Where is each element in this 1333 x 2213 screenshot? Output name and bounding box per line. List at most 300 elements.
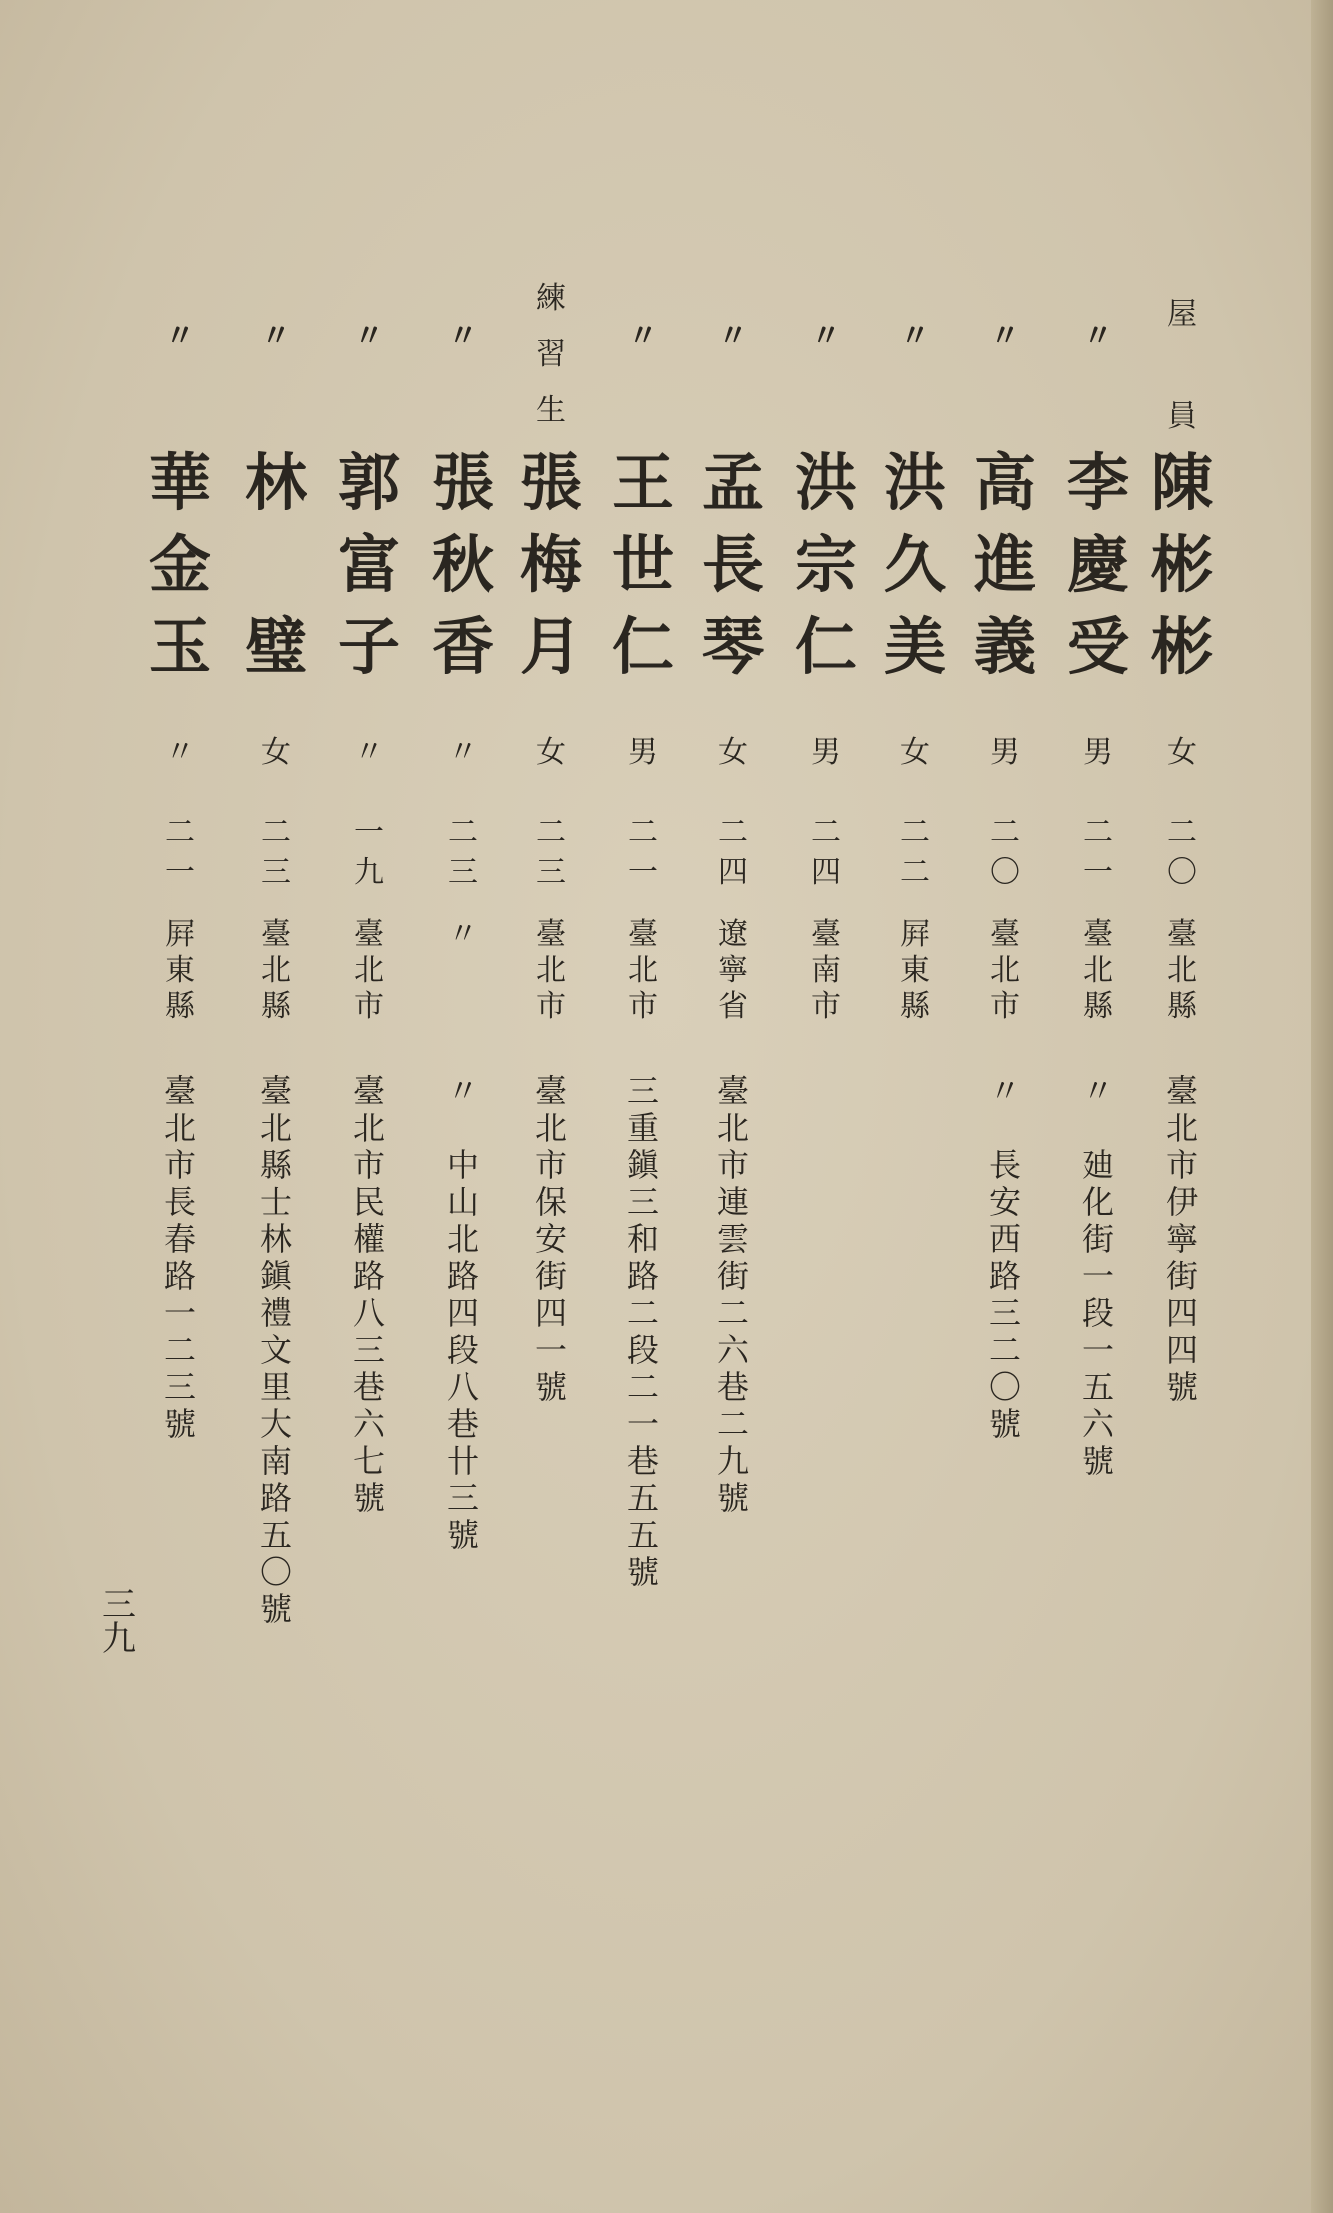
entry-name-char: 世 <box>611 528 674 601</box>
entry-age <box>160 815 200 898</box>
entry-name-char: 華 <box>148 446 211 519</box>
entry-origin-char: 市 <box>811 989 841 1024</box>
entry-address-char: 一 <box>163 1294 196 1332</box>
entry-address-char: 八 <box>352 1294 385 1332</box>
entry-sex-char: 女 <box>900 735 930 770</box>
entry-name-char: 陳 <box>1150 446 1213 519</box>
entry-address-char: 中 <box>446 1146 479 1184</box>
entry-name-char: 梅 <box>519 528 582 601</box>
entry-address-char: 巷 <box>352 1368 385 1406</box>
entry-age-char: 〇 <box>1167 855 1197 890</box>
entry-name-char <box>245 534 307 616</box>
entry-age-char: 一 <box>165 855 195 890</box>
entry-address-char: 鎭 <box>626 1146 659 1184</box>
page-edge <box>1311 0 1333 2213</box>
entry-origin-char: 市 <box>536 989 566 1024</box>
entry-role <box>531 281 571 452</box>
entry-origin-char: 南 <box>811 953 841 988</box>
entry-origin <box>806 917 846 1028</box>
entry-origin-char: 臺 <box>536 917 566 952</box>
entry-age-char: 三 <box>261 855 291 890</box>
entry-address <box>441 1072 485 1556</box>
entry-origin-char: 臺 <box>1083 917 1113 952</box>
entry-origin <box>256 917 296 1028</box>
entry-origin <box>160 917 200 1028</box>
entry-address-char: 街 <box>716 1257 749 1295</box>
entry-role-char: 〃 <box>448 319 478 354</box>
entry-origin-char: 縣 <box>900 989 930 1024</box>
entry-address-char: 北 <box>163 1109 196 1147</box>
entry-sex <box>1078 735 1118 778</box>
entry-sex <box>160 735 200 778</box>
entry-age <box>713 815 753 898</box>
entry-age-char: 二 <box>261 815 291 850</box>
entry-address-char: 一 <box>534 1331 567 1369</box>
entry-name-char: 孟 <box>701 446 764 519</box>
entry-age-char: 二 <box>811 815 841 850</box>
entry-name-char: 高 <box>973 446 1036 519</box>
entry-sex <box>806 735 846 778</box>
entry-address-char: 路 <box>259 1479 292 1517</box>
entry-address-char: 文 <box>259 1331 292 1369</box>
entry-role-char: 練 <box>536 281 566 316</box>
entry-origin-char: 縣 <box>261 989 291 1024</box>
entry-origin-char: 縣 <box>165 989 195 1024</box>
entry-origin-char: 北 <box>628 953 658 988</box>
entry-address-char: 南 <box>259 1442 292 1480</box>
entry-name <box>145 446 215 698</box>
entry-origin-char: 臺 <box>628 917 658 952</box>
entry-role-char: 生 <box>536 393 566 428</box>
entry-address-char: 縣 <box>259 1146 292 1184</box>
entry-address-char <box>989 1112 1021 1149</box>
entry-origin-char: 屛 <box>165 917 195 952</box>
entry-sex <box>623 735 663 778</box>
entry-address-char: 林 <box>259 1220 292 1258</box>
entry-name-char: 久 <box>883 528 946 601</box>
entry-address-char: 路 <box>446 1257 479 1295</box>
entry-address-char: 北 <box>716 1109 749 1147</box>
entry-address-char: 雲 <box>716 1220 749 1258</box>
entry-name-char: 王 <box>611 446 674 519</box>
entry-age-char: 三 <box>448 855 478 890</box>
entry-address-char: 段 <box>626 1331 659 1369</box>
entry-address-char: 號 <box>534 1368 567 1406</box>
entry-address-char: 街 <box>1081 1220 1114 1258</box>
entry-age-char: 九 <box>354 855 384 890</box>
entry-address-char: 號 <box>716 1479 749 1517</box>
entry-origin <box>349 917 389 1028</box>
entry-name-char: 李 <box>1066 446 1129 519</box>
entry-address-char: 臺 <box>534 1072 567 1110</box>
entry-address-char: 連 <box>716 1183 749 1221</box>
entry-age-char: 二 <box>990 815 1020 850</box>
entry-age-char: 二 <box>165 815 195 850</box>
entry-name-char: 金 <box>148 528 211 601</box>
entry-address-char: 號 <box>1165 1368 1198 1406</box>
entry-address-char: 臺 <box>1165 1072 1198 1110</box>
entry-origin-char: 市 <box>990 989 1020 1024</box>
entry-age-char: 四 <box>811 855 841 890</box>
entry-address-char: 西 <box>988 1220 1021 1258</box>
entry-origin-char: 臺 <box>1167 917 1197 952</box>
entry-origin-char: 臺 <box>261 917 291 952</box>
entry-address-char: 臺 <box>259 1072 292 1110</box>
entry-address-char: 三 <box>626 1072 659 1110</box>
page-number-text: 三九 <box>95 1586 136 1654</box>
entry-address <box>347 1072 391 1519</box>
entry-address-char: 號 <box>259 1590 292 1628</box>
entry-sex-char: 〃 <box>165 735 195 770</box>
entry-address <box>711 1072 755 1519</box>
entry-address-char: 民 <box>352 1183 385 1221</box>
entry-address <box>529 1072 573 1408</box>
entry-address-char: 化 <box>1081 1183 1114 1221</box>
entry-name-char: 琴 <box>701 610 764 683</box>
entry-name <box>1147 446 1217 698</box>
entry-address-char: 五 <box>626 1479 659 1517</box>
entry-name-char: 洪 <box>794 446 857 519</box>
entry-sex-char: 〃 <box>448 735 478 770</box>
entry-sex <box>531 735 571 778</box>
entry-address-char: 二 <box>988 1331 1021 1369</box>
entry-address-char: 四 <box>534 1294 567 1332</box>
entry-address-char: 五 <box>1081 1368 1114 1406</box>
entry-address-char: 士 <box>259 1183 292 1221</box>
entry-origin-char: 北 <box>354 953 384 988</box>
entry-address-char: 二 <box>716 1405 749 1443</box>
entry-name-char: 月 <box>519 610 582 683</box>
entry-name-char: 林 <box>244 446 307 519</box>
entry-name-char: 彬 <box>1150 610 1213 683</box>
entry-address-char: 重 <box>626 1109 659 1147</box>
entry-name <box>241 446 311 698</box>
entry-role-char: 〃 <box>354 319 384 354</box>
entry-age-char: 三 <box>536 855 566 890</box>
entry-address-char: 四 <box>1165 1331 1198 1369</box>
entry-name <box>698 446 768 698</box>
entry-sex-char: 男 <box>628 735 658 770</box>
entry-origin-char: 〃 <box>448 917 478 952</box>
entry-origin <box>713 917 753 1028</box>
entry-address-char: 巷 <box>446 1405 479 1443</box>
entry-age <box>443 815 483 898</box>
entry-name-char: 子 <box>337 610 400 683</box>
entry-name-char: 郭 <box>337 446 400 519</box>
entry-origin-char: 縣 <box>1167 989 1197 1024</box>
entry-address-char: 九 <box>716 1442 749 1480</box>
entry-address-char: 街 <box>534 1257 567 1295</box>
entry-address-char: 市 <box>163 1146 196 1184</box>
entry-address-char <box>1082 1112 1114 1149</box>
entry-address-char: 三 <box>626 1183 659 1221</box>
entry-address <box>254 1072 298 1630</box>
entry-name-char: 義 <box>973 610 1036 683</box>
entry-address-char: 〃 <box>988 1072 1021 1110</box>
entry-address-char: 號 <box>626 1553 659 1591</box>
entry-sex <box>443 735 483 778</box>
entry-address-char: 廸 <box>1081 1146 1114 1184</box>
entry-origin-char: 北 <box>990 953 1020 988</box>
entry-role <box>1078 319 1118 362</box>
entry-address-char: 號 <box>352 1479 385 1517</box>
entry-name-char: 彬 <box>1150 528 1213 601</box>
entry-address-char: 春 <box>163 1220 196 1258</box>
entry-age <box>806 815 846 898</box>
entry-sex <box>1162 735 1202 778</box>
entry-sex-char: 男 <box>811 735 841 770</box>
entry-address <box>1160 1072 1204 1408</box>
entry-age-char: 二 <box>900 815 930 850</box>
entry-role-char: 〃 <box>900 319 930 354</box>
entry-sex-char: 女 <box>718 735 748 770</box>
entry-address-char: 二 <box>716 1294 749 1332</box>
entry-origin-char: 北 <box>1167 953 1197 988</box>
entry-origin <box>623 917 663 1028</box>
entry-sex-char: 女 <box>1167 735 1197 770</box>
entry-address-char: 二 <box>626 1368 659 1406</box>
entry-age <box>623 815 663 898</box>
entry-name <box>334 446 404 698</box>
entry-origin-char: 市 <box>354 989 384 1024</box>
entry-age-char: 一 <box>1083 855 1113 890</box>
entry-name-char: 玉 <box>148 610 211 683</box>
entry-age <box>1078 815 1118 898</box>
entry-address-char: 巷 <box>626 1442 659 1480</box>
entry-origin <box>1078 917 1118 1028</box>
entry-age-char: 二 <box>1083 815 1113 850</box>
entry-address-char: 和 <box>626 1220 659 1258</box>
entry-name-char: 仁 <box>611 610 674 683</box>
entry-role-char: 〃 <box>990 319 1020 354</box>
entry-role-char: 屋 <box>1167 297 1197 332</box>
entry-address-char: 三 <box>352 1331 385 1369</box>
entry-origin-char: 市 <box>628 989 658 1024</box>
entry-address-char <box>447 1112 479 1149</box>
entry-address-char: 號 <box>163 1405 196 1443</box>
entry-address-char: 長 <box>988 1146 1021 1184</box>
entry-address-char: 市 <box>534 1146 567 1184</box>
entry-age-char: 四 <box>718 855 748 890</box>
entry-age-char: 二 <box>1167 815 1197 850</box>
entry-name <box>608 446 678 698</box>
entry-address-char: 臺 <box>163 1072 196 1110</box>
entry-name-char: 進 <box>973 528 1036 601</box>
entry-sex-char: 男 <box>1083 735 1113 770</box>
entry-address-char: 市 <box>716 1146 749 1184</box>
entry-address-char: 北 <box>534 1109 567 1147</box>
entry-address-char: 六 <box>1081 1405 1114 1443</box>
entry-origin-char: 臺 <box>354 917 384 952</box>
entry-age-char: 一 <box>354 815 384 850</box>
entry-origin-char: 寧 <box>718 953 748 988</box>
entry-sex-char: 女 <box>536 735 566 770</box>
entry-origin <box>895 917 935 1028</box>
entry-address-char: 街 <box>1165 1257 1198 1295</box>
entry-name-char: 仁 <box>794 610 857 683</box>
entry-name <box>880 446 950 698</box>
entry-address-char: 禮 <box>259 1294 292 1332</box>
entry-age-char: 二 <box>448 815 478 850</box>
entry-address-char: 路 <box>163 1257 196 1295</box>
entry-role <box>443 319 483 362</box>
entry-address-char: 三 <box>988 1294 1021 1332</box>
entry-address-char: 三 <box>446 1479 479 1517</box>
entry-name <box>428 446 498 698</box>
entry-role-char: 〃 <box>261 319 291 354</box>
entry-address-char: 二 <box>163 1331 196 1369</box>
entry-address-char: 一 <box>626 1405 659 1443</box>
entry-origin <box>985 917 1025 1028</box>
entry-address-char: 〃 <box>446 1072 479 1110</box>
entry-age-char: 〇 <box>990 855 1020 890</box>
entry-address-char: 保 <box>534 1183 567 1221</box>
entry-origin <box>531 917 571 1028</box>
entry-address-char: 伊 <box>1165 1183 1198 1221</box>
entry-name-char: 香 <box>431 610 494 683</box>
entry-address-char: 臺 <box>352 1072 385 1110</box>
entry-address-char: 〇 <box>988 1368 1021 1406</box>
entry-address-char: 路 <box>352 1257 385 1295</box>
entry-age <box>531 815 571 898</box>
entry-address-char: 巷 <box>716 1368 749 1406</box>
entry-role <box>160 319 200 362</box>
entry-origin-char: 臺 <box>811 917 841 952</box>
entry-origin <box>1162 917 1202 1028</box>
entry-role-char: 員 <box>1167 399 1197 434</box>
entry-role-char: 〃 <box>1083 319 1113 354</box>
entry-address-char: 號 <box>1081 1442 1114 1480</box>
entry-address-char: 卄 <box>446 1442 479 1480</box>
entry-role-char: 習 <box>536 337 566 372</box>
entry-sex <box>256 735 296 778</box>
entry-address-char: 號 <box>446 1516 479 1554</box>
entry-address <box>1076 1072 1120 1482</box>
entry-age-char: 二 <box>628 815 658 850</box>
entry-name <box>791 446 861 698</box>
page-number <box>94 1586 138 1654</box>
entry-address-char: 段 <box>1081 1294 1114 1332</box>
entry-role-char: 〃 <box>165 319 195 354</box>
entry-sex <box>349 735 389 778</box>
entry-address-char: 里 <box>259 1368 292 1406</box>
entry-name-char: 洪 <box>883 446 946 519</box>
entry-age-char: 二 <box>718 815 748 850</box>
entry-origin-char: 北 <box>1083 953 1113 988</box>
entry-age <box>895 815 935 898</box>
entry-address-char: 五 <box>626 1516 659 1554</box>
entry-address-char: 臺 <box>716 1072 749 1110</box>
entry-role <box>349 319 389 362</box>
entry-name-char: 受 <box>1066 610 1129 683</box>
entry-origin-char: 北 <box>261 953 291 988</box>
entry-sex <box>713 735 753 778</box>
entry-name-char: 美 <box>883 610 946 683</box>
entry-sex-char: 女 <box>261 735 291 770</box>
entry-age <box>985 815 1025 898</box>
entry-age-char: 二 <box>900 855 930 890</box>
entry-address-char: 號 <box>988 1405 1021 1443</box>
entry-address-char: 北 <box>352 1109 385 1147</box>
entry-address-char: 一 <box>1081 1331 1114 1369</box>
entry-age <box>349 815 389 898</box>
entry-address-char: 六 <box>716 1331 749 1369</box>
entry-sex <box>895 735 935 778</box>
entry-address-char: 五 <box>259 1516 292 1554</box>
entry-name-char: 璧 <box>244 610 307 683</box>
entry-address-char: 段 <box>446 1331 479 1369</box>
entry-age <box>256 815 296 898</box>
entry-origin-char: 東 <box>165 953 195 988</box>
entry-name <box>970 446 1040 698</box>
entry-address-char: 大 <box>259 1405 292 1443</box>
entry-role <box>713 319 753 362</box>
entry-origin-char: 縣 <box>1083 989 1113 1024</box>
entry-origin <box>443 917 483 960</box>
entry-address-char: 北 <box>446 1220 479 1258</box>
entry-origin-char: 省 <box>718 989 748 1024</box>
entry-address-char: 安 <box>534 1220 567 1258</box>
entry-role <box>985 319 1025 362</box>
entry-address-char: 二 <box>626 1294 659 1332</box>
entry-address <box>158 1072 202 1445</box>
entry-address-char: 〃 <box>1081 1072 1114 1110</box>
entry-address-char: 四 <box>446 1294 479 1332</box>
entry-age <box>1162 815 1202 898</box>
entry-name <box>516 446 586 698</box>
entry-address-char: 六 <box>352 1405 385 1443</box>
entry-name-char: 長 <box>701 528 764 601</box>
entry-name-char: 張 <box>519 446 582 519</box>
entry-name-char: 慶 <box>1066 528 1129 601</box>
entry-name-char: 富 <box>337 528 400 601</box>
entry-role-char: 〃 <box>628 319 658 354</box>
entry-role-char: 〃 <box>811 319 841 354</box>
entry-sex-char: 男 <box>990 735 1020 770</box>
entry-sex <box>985 735 1025 778</box>
entry-origin-char: 北 <box>536 953 566 988</box>
entry-address-char: 安 <box>988 1183 1021 1221</box>
entry-name <box>1063 446 1133 698</box>
entry-address-char: 市 <box>1165 1146 1198 1184</box>
entry-address-char: 市 <box>352 1146 385 1184</box>
entry-age-char: 一 <box>628 855 658 890</box>
entry-name-char: 秋 <box>431 528 494 601</box>
entry-address <box>621 1072 665 1593</box>
entry-origin-char: 東 <box>900 953 930 988</box>
entry-role <box>806 319 846 362</box>
entry-origin-char: 遼 <box>718 917 748 952</box>
entry-address-char: 七 <box>352 1442 385 1480</box>
entry-name-char: 張 <box>431 446 494 519</box>
entry-address-char: 三 <box>163 1368 196 1406</box>
entry-address-char: 寧 <box>1165 1220 1198 1258</box>
entry-role <box>895 319 935 362</box>
entry-origin-char: 臺 <box>990 917 1020 952</box>
entry-address-char: 路 <box>626 1257 659 1295</box>
entry-name-char: 宗 <box>794 528 857 601</box>
entry-address-char: 權 <box>352 1220 385 1258</box>
entry-address-char: 路 <box>988 1257 1021 1295</box>
entry-age-char: 二 <box>536 815 566 850</box>
entry-role <box>256 319 296 362</box>
entry-address-char: 四 <box>1165 1294 1198 1332</box>
entry-role-char: 〃 <box>718 319 748 354</box>
entry-address-char: 〇 <box>259 1553 292 1591</box>
entry-address-char: 山 <box>446 1183 479 1221</box>
entry-origin-char: 屛 <box>900 917 930 952</box>
entry-address-char: 八 <box>446 1368 479 1406</box>
